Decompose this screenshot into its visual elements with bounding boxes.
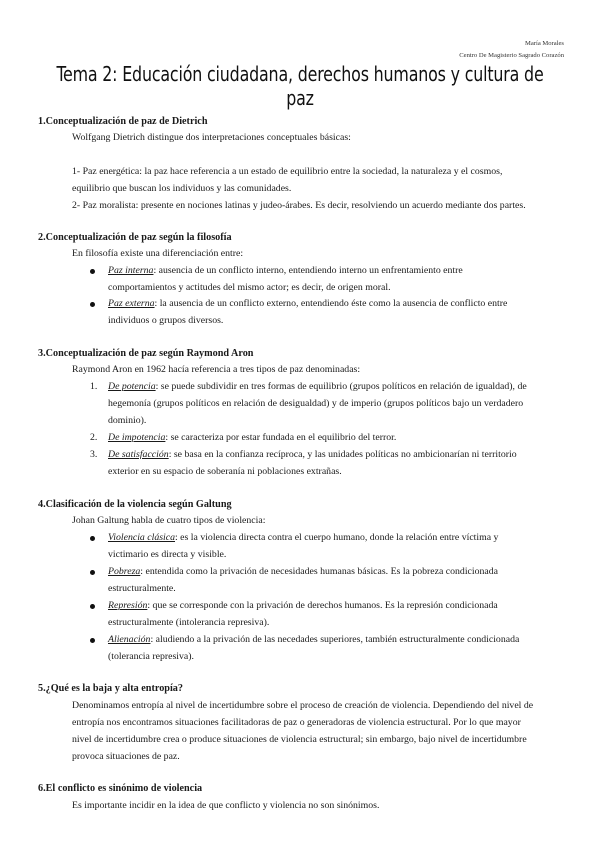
list-item-text: : aludiendo a la privación de las necedades superiores, también estructuralmente condicionada <box>150 634 520 645</box>
list-number: 1. <box>90 381 98 392</box>
list-item-cont: exterior en su espacio de soberanía ni poblaciones extrañas. <box>108 466 342 477</box>
list-item-text: : se basa en la confianza recíproca, y las unidades políticas no ambicionarían ni territorio <box>168 449 517 460</box>
section-5-line: provoca situaciones de paz. <box>72 751 180 762</box>
section-2-heading: 2.Conceptualización de paz según la filosofía <box>38 232 232 243</box>
list-item <box>108 378 527 396</box>
section-4-heading: 4.Clasificación de la violencia según Galtung <box>38 499 232 510</box>
list-item <box>108 429 396 447</box>
list-item-text: : se caracteriza por estar fundada en el equilibrio del terror. <box>165 432 397 443</box>
list-item-text: : entendida como la privación de necesidades humanas básicas. Es la pobreza condicionada <box>140 566 499 577</box>
list-item-text: : que se corresponde con la privación de derechos humanos. Es la represión condicionada <box>147 600 498 611</box>
section-5-line: entropía nos encontramos situaciones facilitadoras de paz o generadoras de violencia estructural. Por lo que mayor <box>72 717 521 728</box>
school-name: Centro De Magisterio Sagrado Corazón <box>459 52 564 59</box>
list-item <box>108 563 498 581</box>
list-item-text: : la ausencia de un conflicto externo, entendiendo éste como la ausencia de conflicto entre <box>154 298 508 309</box>
list-item-text: : ausencia de un conflicto interno, entendiendo interno un enfrentamiento entre <box>153 265 463 276</box>
section-1-line: equilibrio que buscan los individuos y las comunidades. <box>72 183 292 194</box>
term-de-satisfaccion: De satisfacción <box>108 449 169 460</box>
list-item-cont: estructuralmente. <box>108 583 176 594</box>
section-6-line: Es importante incidir en la idea de que conflicto y violencia no son sinónimos. <box>72 800 380 811</box>
list-item-cont: comportamientos y actitudes del mismo actor; es decir, de origen moral. <box>108 282 391 293</box>
section-3-intro: Raymond Aron en 1962 hacía referencia a tres tipos de paz denominadas: <box>72 364 361 375</box>
bullet-dot <box>90 536 95 541</box>
section-1-heading: 1.Conceptualización de paz de Dietrich <box>38 116 208 127</box>
section-1-line: 2- Paz moralista: presente en nociones latinas y judeo-árabes. Es decir, resolviendo un acuerdo mediante dos partes. <box>72 200 526 211</box>
term-represion: Represión <box>108 600 148 611</box>
bullet-dot <box>90 302 95 307</box>
term-violencia-clasica: Violencia clásica <box>108 532 176 543</box>
page-title: Tema 2: Educación ciudadana, derechos humanos y cultura de paz <box>56 62 544 110</box>
section-5-heading: 5.¿Qué es la baja y alta entropía? <box>38 683 183 694</box>
list-item-text: : es la violencia directa contra el cuerpo humano, donde la relación entre víctima y <box>175 532 499 543</box>
list-number: 2. <box>90 432 98 443</box>
list-item-cont: dominio). <box>108 415 147 426</box>
section-4-intro: Johan Galtung habla de cuatro tipos de violencia: <box>72 515 266 526</box>
section-5-line: nivel de incertidumbre crea o produce situaciones de violencia estructural; sin embargo, bajo nivel de incertidumbre <box>72 734 527 745</box>
section-6-heading: 6.El conflicto es sinónimo de violencia <box>38 783 203 794</box>
list-item <box>108 262 463 280</box>
list-item-cont: estructuralmente (intolerancia represiva). <box>108 617 270 628</box>
section-3-heading: 3.Conceptualización de paz según Raymond Aron <box>38 348 254 359</box>
author-name: María Morales <box>525 40 564 47</box>
bullet-dot <box>90 604 95 609</box>
term-pobreza: Pobreza <box>108 566 141 577</box>
bullet-dot <box>90 269 95 274</box>
term-de-potencia: De potencia <box>108 381 156 392</box>
list-item-cont: (tolerancia represiva). <box>108 651 194 662</box>
list-item-text: : se puede subdividir en tres formas de equilibrio (grupos políticos en relación de igualdad), de <box>155 381 527 392</box>
section-2-intro: En filosofía existe una diferenciación entre: <box>72 248 244 259</box>
section-1-line: 1- Paz energética: la paz hace referencia a un estado de equilibrio entre la sociedad, la naturaleza y el cosmos, <box>72 166 503 177</box>
list-item-cont: victimario es directa y visible. <box>108 549 227 560</box>
list-item <box>108 529 498 547</box>
term-alienacion: Alienación <box>108 634 151 645</box>
term-paz-interna: Paz interna <box>108 265 154 276</box>
list-number: 3. <box>90 449 98 460</box>
list-item <box>108 295 507 313</box>
term-paz-externa: Paz externa <box>108 298 155 309</box>
list-item-cont: hegemonía (grupos políticos en relación de desigualdad) y de imperio (grupos políticos bajo un verdadero <box>108 398 524 409</box>
section-1-intro: Wolfgang Dietrich distingue dos interpretaciones conceptuales básicas: <box>72 132 351 143</box>
bullet-dot <box>90 638 95 643</box>
bullet-dot <box>90 570 95 575</box>
list-item <box>108 631 519 649</box>
list-item <box>108 597 498 615</box>
term-de-impotencia: De impotencia <box>108 432 166 443</box>
list-item <box>108 446 517 464</box>
list-item-cont: individuos o grupos diversos. <box>108 315 224 326</box>
section-5-line: Denominamos entropía al nivel de incertidumbre sobre el proceso de creación de violencia. Dependiendo del nivel de <box>72 700 534 711</box>
